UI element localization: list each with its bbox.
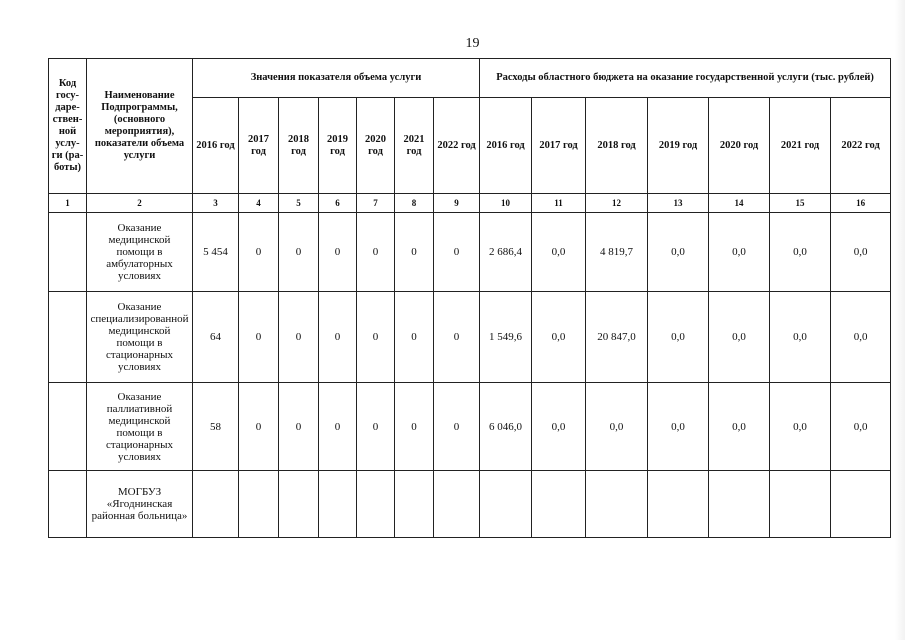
- cell-volume: 0: [239, 383, 279, 471]
- column-number: 6: [319, 194, 357, 213]
- cell-expense: [480, 471, 532, 538]
- header-volume-year: 2017 год: [239, 98, 279, 194]
- header-expense-year: 2016 год: [480, 98, 532, 194]
- column-number: 5: [279, 194, 319, 213]
- cell-expense: 6 046,0: [480, 383, 532, 471]
- cell-volume: 0: [279, 383, 319, 471]
- page-number: 19: [465, 36, 480, 51]
- cell-volume: 0: [319, 383, 357, 471]
- table-row: [49, 213, 891, 292]
- cell-expense: 20 847,0: [586, 292, 648, 383]
- column-number: 10: [480, 194, 532, 213]
- cell-volume: [434, 471, 480, 538]
- cell-expense: 4 819,7: [586, 213, 648, 292]
- table-row: [49, 471, 891, 538]
- header-volume-year: 2019 год: [319, 98, 357, 194]
- cell-volume: 0: [357, 213, 395, 292]
- cell-volume: [319, 471, 357, 538]
- cell-expense: [831, 471, 891, 538]
- cell-expense: 0,0: [532, 383, 586, 471]
- cell-expense: 0,0: [532, 292, 586, 383]
- cell-volume: 0: [319, 292, 357, 383]
- cell-expense: 0,0: [831, 213, 891, 292]
- cell-expense: 0,0: [648, 383, 709, 471]
- cell-expense: 0,0: [831, 383, 891, 471]
- column-number-row: [49, 194, 891, 213]
- column-number: 11: [532, 194, 586, 213]
- header-volume-year: 2021 год: [395, 98, 434, 194]
- cell-name: Оказание медицинской помощи в амбулаторных условиях: [87, 213, 193, 292]
- cell-volume: [357, 471, 395, 538]
- cell-volume: 0: [239, 292, 279, 383]
- header-expense-year: 2021 год: [770, 98, 831, 194]
- cell-volume: 5 454: [193, 213, 239, 292]
- cell-expense: [709, 471, 770, 538]
- cell-expense: 0,0: [770, 213, 831, 292]
- cell-volume: 0: [434, 383, 480, 471]
- header-volume-year: 2020 год: [357, 98, 395, 194]
- header-expense-year: 2017 год: [532, 98, 586, 194]
- header-expense-year: 2022 год: [831, 98, 891, 194]
- cell-expense: [586, 471, 648, 538]
- header-row-1: [49, 59, 891, 98]
- cell-expense: 0,0: [648, 292, 709, 383]
- column-number: 9: [434, 194, 480, 213]
- column-number: 16: [831, 194, 891, 213]
- cell-volume: 0: [434, 292, 480, 383]
- cell-volume: 0: [279, 213, 319, 292]
- cell-volume: 0: [357, 383, 395, 471]
- cell-expense: 0,0: [709, 383, 770, 471]
- header-expense-group: Расходы областного бюджета на оказание государственной услуги (тыс. рублей): [480, 59, 891, 98]
- cell-expense: 0,0: [648, 213, 709, 292]
- cell-code: [49, 292, 87, 383]
- cell-code: [49, 471, 87, 538]
- cell-volume: 0: [279, 292, 319, 383]
- header-expense-year: 2018 год: [586, 98, 648, 194]
- cell-code: [49, 383, 87, 471]
- cell-volume: 58: [193, 383, 239, 471]
- cell-volume: 64: [193, 292, 239, 383]
- cell-code: [49, 213, 87, 292]
- cell-name: Оказание специализированной медицинской помощи в стационарных условиях: [87, 292, 193, 383]
- header-expense-year: 2019 год: [648, 98, 709, 194]
- cell-volume: 0: [395, 383, 434, 471]
- table-row: [49, 383, 891, 471]
- scan-edge: [895, 0, 905, 640]
- cell-volume: 0: [319, 213, 357, 292]
- services-table: [48, 58, 891, 538]
- column-number: 12: [586, 194, 648, 213]
- cell-expense: [770, 471, 831, 538]
- header-name: Наименование Подпрограммы, (основного мероприятия), показатели объема услуги: [87, 59, 193, 194]
- cell-expense: 0,0: [586, 383, 648, 471]
- cell-expense: 2 686,4: [480, 213, 532, 292]
- header-volume-group: Значения показателя объема услуги: [193, 59, 480, 98]
- column-number: 8: [395, 194, 434, 213]
- cell-name: Оказание паллиативной медицинской помощи в стационарных условиях: [87, 383, 193, 471]
- cell-expense: [648, 471, 709, 538]
- cell-volume: [193, 471, 239, 538]
- cell-expense: [532, 471, 586, 538]
- cell-expense: 0,0: [770, 292, 831, 383]
- cell-expense: 0,0: [709, 213, 770, 292]
- header-volume-year: 2018 год: [279, 98, 319, 194]
- table-row: [49, 292, 891, 383]
- cell-volume: [279, 471, 319, 538]
- cell-volume: 0: [395, 292, 434, 383]
- cell-expense: 1 549,6: [480, 292, 532, 383]
- cell-volume: 0: [395, 213, 434, 292]
- column-number: 3: [193, 194, 239, 213]
- header-volume-year: 2016 год: [193, 98, 239, 194]
- header-expense-year: 2020 год: [709, 98, 770, 194]
- cell-volume: 0: [357, 292, 395, 383]
- column-number: 2: [87, 194, 193, 213]
- column-number: 1: [49, 194, 87, 213]
- column-number: 13: [648, 194, 709, 213]
- cell-volume: [239, 471, 279, 538]
- cell-volume: [395, 471, 434, 538]
- cell-expense: 0,0: [532, 213, 586, 292]
- header-code: Код госу-даре-ствен-ной услу-ги (ра-боты): [49, 59, 87, 194]
- column-number: 14: [709, 194, 770, 213]
- cell-volume: 0: [239, 213, 279, 292]
- cell-expense: 0,0: [831, 292, 891, 383]
- cell-volume: 0: [434, 213, 480, 292]
- column-number: 7: [357, 194, 395, 213]
- cell-name: МОГБУЗ «Ягоднинская районная больница»: [87, 471, 193, 538]
- column-number: 4: [239, 194, 279, 213]
- cell-expense: 0,0: [709, 292, 770, 383]
- header-volume-year: 2022 год: [434, 98, 480, 194]
- cell-expense: 0,0: [770, 383, 831, 471]
- column-number: 15: [770, 194, 831, 213]
